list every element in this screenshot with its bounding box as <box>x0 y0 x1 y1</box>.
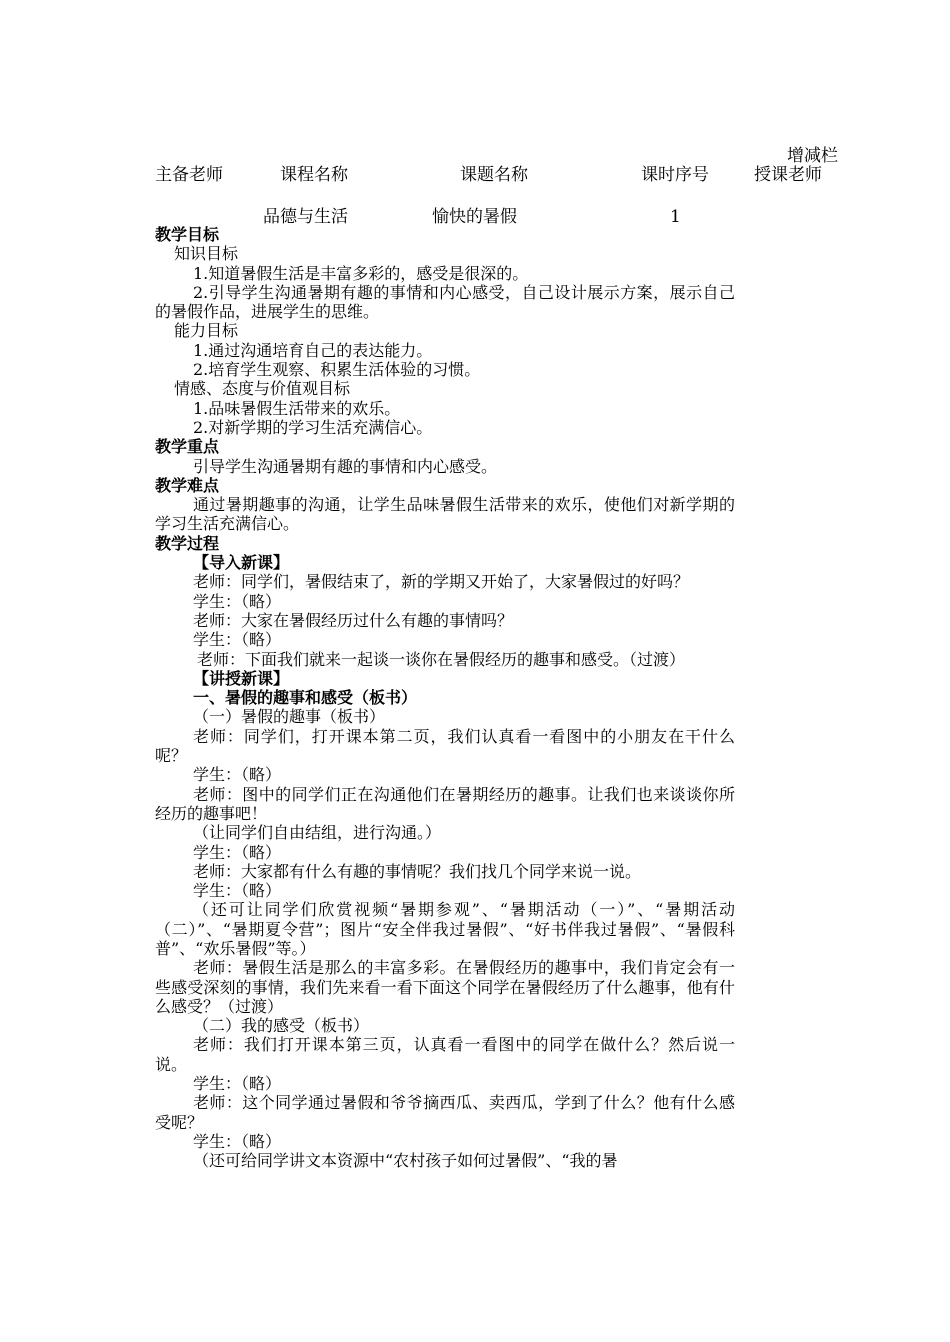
header-corner: 增减栏 <box>787 146 838 166</box>
paragraph: 学生：（略） <box>193 765 282 785</box>
paragraph: 情感、态度与价值观目标 <box>174 379 351 399</box>
paragraph: 学生：（略） <box>193 842 282 862</box>
paragraph: 【导入新课】 <box>193 553 290 573</box>
paragraph: 老师：这个同学通过暑假和爷爷摘西瓜、卖西瓜，学到了什么？他有什么感受呢？ <box>155 1093 735 1132</box>
paragraph: 老师：暑假生活是那么的丰富多彩。在暑假经历的趣事中，我们肯定会有一些感受深刻的事情，我们先来看一看下面这个同学在暑假经历了什么趣事，他有什么感受？（过渡） <box>155 958 735 1016</box>
header-col-lesson-no: 课时序号 <box>641 165 709 185</box>
header-col-course-name: 课程名称 <box>280 165 348 185</box>
paragraph: 2.对新学期的学习生活充满信心。 <box>193 417 433 437</box>
paragraph: （让同学们自由结组，进行沟通。） <box>193 823 442 843</box>
section-heading: 教学目标 <box>155 225 220 244</box>
paragraph: 1.通过沟通培育自己的表达能力。 <box>193 340 433 360</box>
paragraph: 学生：（略） <box>193 630 282 650</box>
paragraph: 老师：同学们，打开课本第二页，我们认真看一看图中的小朋友在干什么呢？ <box>155 726 735 766</box>
paragraph: 老师：同学们，暑假结束了，新的学期又开始了，大家暑假过的好吗？ <box>193 572 690 592</box>
paragraph: 知识目标 <box>174 244 239 264</box>
paragraph: 能力目标 <box>174 321 239 341</box>
course-value: 品德与生活 <box>263 207 348 227</box>
paragraph: 1.知道暑假生活是丰富多彩的，感受是很深的。 <box>193 263 529 283</box>
paragraph: 学生：（略） <box>193 591 282 611</box>
paragraph: 通过暑期趣事的沟通，让学生品味暑假生活带来的欢乐，使他们对新学期的学习生活充满信心。 <box>155 495 735 534</box>
paragraph: 学生：（略） <box>193 1131 282 1151</box>
section-heading: 教学难点 <box>155 475 220 495</box>
paragraph: 2.引导学生沟通暑期有趣的事情和内心感受，自己设计展示方案，展示自己的暑假作品，进展学生的思维。 <box>155 282 735 322</box>
document-body <box>155 225 735 1171</box>
paragraph: 老师：下面我们就来一起谈一谈你在暑假经历的趣事和感受。（过渡） <box>197 649 686 669</box>
header-col-teacher: 授课老师 <box>754 165 822 185</box>
paragraph: （还可给同学讲文本资源中“农村孩子如何过暑假”、“我的暑 <box>193 1151 618 1171</box>
paragraph: 学生：（略） <box>193 1074 282 1094</box>
lesson-no-value: 1 <box>670 207 681 227</box>
section-heading: 教学重点 <box>155 437 220 457</box>
paragraph: 学生：（略） <box>193 881 282 901</box>
paragraph: 1.品味暑假生活带来的欢乐。 <box>193 398 401 418</box>
paragraph: 【讲授新课】 <box>193 668 290 688</box>
topic-value: 愉快的暑假 <box>432 207 517 227</box>
paragraph: 老师：图中的同学们正在沟通他们在暑期经历的趣事。让我们也来谈谈你所经历的趣事吧！ <box>155 784 735 823</box>
paragraph: 老师：我们打开课本第三页，认真看一看图中的同学在做什么？然后说一说。 <box>155 1035 735 1074</box>
paragraph: 老师：大家都有什么有趣的事情呢？我们找几个同学来说一说。 <box>193 861 642 881</box>
paragraph: 一、暑假的趣事和感受（板书） <box>193 688 418 708</box>
paragraph: （二）我的感受（板书） <box>193 1016 370 1036</box>
paragraph: （还可让同学们欣赏视频“暑期参观”、“暑期活动（一）”、“暑期活动（二）”、“暑期夏令营”；图片“安全伴我过暑假”、“好书伴我过暑假”、“暑假科普”、“欢乐暑假”等。） <box>155 900 735 958</box>
paragraph: 老师：大家在暑假经历过什么有趣的事情吗？ <box>193 610 514 630</box>
paragraph: 2.培育学生观察、积累生活体验的习惯。 <box>193 360 481 380</box>
paragraph: （一）暑假的趣事（板书） <box>193 707 386 727</box>
paragraph: 引导学生沟通暑期有趣的事情和内心感受。 <box>193 456 498 476</box>
header-col-lead-teacher: 主备老师 <box>155 165 223 185</box>
section-heading: 教学过程 <box>155 533 220 553</box>
header-col-topic-name: 课题名称 <box>460 165 528 185</box>
